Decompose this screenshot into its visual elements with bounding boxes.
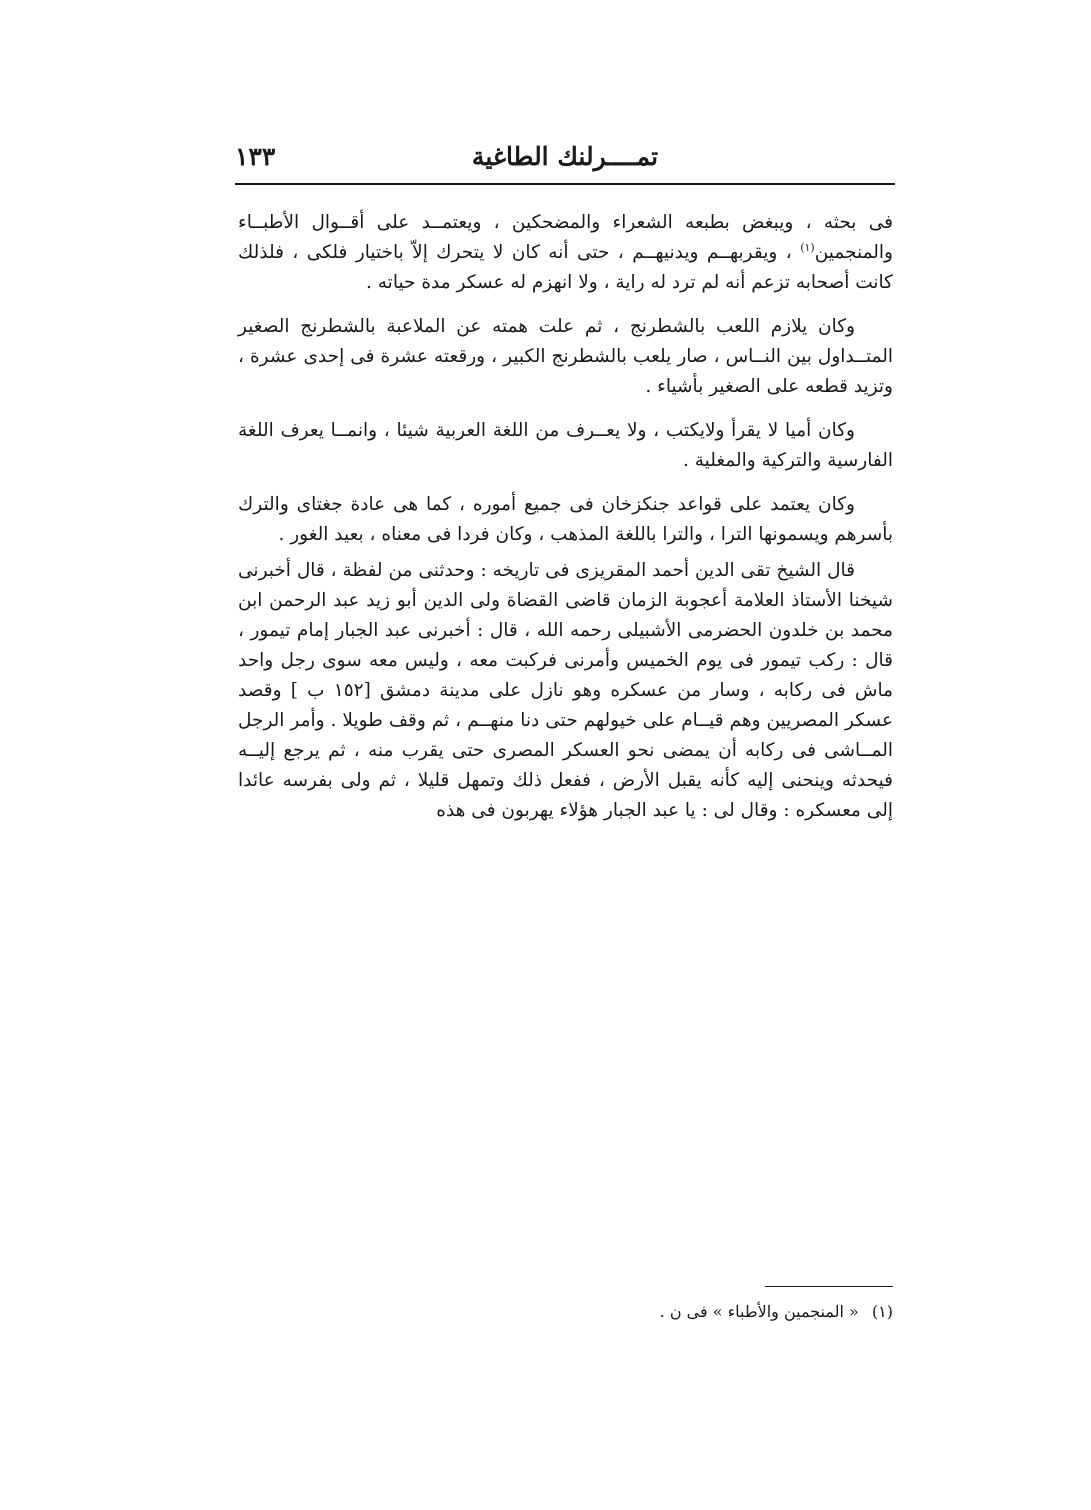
page-header [235, 138, 895, 178]
paragraph-1-text-a: فى بحثه ، ويبغض بطبعه الشعراء والمضحكين ، ويعتمــد على أقــوال الأطبــاء والمنجمين [238, 212, 893, 263]
footnote [500, 1300, 893, 1324]
body-text [238, 208, 893, 826]
paragraph-2: وكان يلازم اللعب بالشطرنج ، ثم علت همته عن الملاعبة بالشطرنج الصغير المتــداول بين النــاس ، صار يلعب بالشطرنج الكبير ، ورقعته عشرة فى إحدى عشرة ، وتزيد قطعه على الصغير بأشياء . [238, 316, 893, 397]
paragraph-4: وكان يعتمد على قواعد جنكزخان فى جميع أموره ، كما هى عادة جغتاى والترك بأسرهم ويسمونها الترا ، والترا باللغة المذهب ، وكان فردا فى معناه ، بعيد الغور . [238, 494, 893, 545]
footnote-text: « المنجمين والأطباء » فى ن . [659, 1302, 859, 1321]
footnote-reference: (١) [800, 240, 815, 254]
footnote-number: (١) [871, 1302, 893, 1321]
paragraph-1 [238, 208, 893, 298]
paragraph-1-text-b: ، ويقربهــم ويدنيهــم ، حتى أنه كان لا يتحرك إلاّ باختيار فلكى ، فلذلك كانت أصحابه تزعم أنه لم ترد له راية ، ولا انهزم له عسكر مدة حياته . [238, 242, 893, 293]
footnote-rule [765, 1286, 893, 1287]
page-number: ١٣٣ [235, 142, 276, 171]
header-rule [235, 183, 895, 185]
paragraph-3: وكان أميا لا يقرأ ولايكتب ، ولا يعــرف من اللغة العربية شيئا ، وانمــا يعرف اللغة الفارسية والتركية والمغلية . [238, 420, 893, 471]
running-title: تمــــرلنك الطاغية [471, 142, 659, 171]
paragraph-5: قال الشيخ تقى الدين أحمد المقريزى فى تاريخه : وحدثنى من لفظة ، قال أخبرنى شيخنا الأستاذ العلامة أعجوبة الزمان قاضى القضاة ولى الدين أبو زيد عبد الرحمن ابن محمد بن خلدون الحضرمى الأشبيلى رحمه الله ، قال : أخبرنى عبد الجبار إمام تيمور ، قال : ركب تيمور فى يوم الخميس وأمرنى فركبت معه ، وليس معه سوى رجل واحد ماش فى ركابه ، وسار من عسكره وهو نازل على مدينة دمشق [١٥٢ ب ] وقصد عسكر المصريين وهم قيــام على خيولهم حتى دنا منهــم ، ثم وقف طويلا . وأمر الرجل المــاشى فى ركابه أن يمضى نحو العسكر المصرى حتى يقرب منه ، ثم يرجع إليــه فيحدثه وينحنى إليه كأنه يقبل الأرض ، ففعل ذلك وتمهل قليلا ، ثم ولى بفرسه عائدا إلى معسكره : وقال لى : يا عبد الجبار هؤلاء يهربون فى هذه [238, 560, 893, 821]
